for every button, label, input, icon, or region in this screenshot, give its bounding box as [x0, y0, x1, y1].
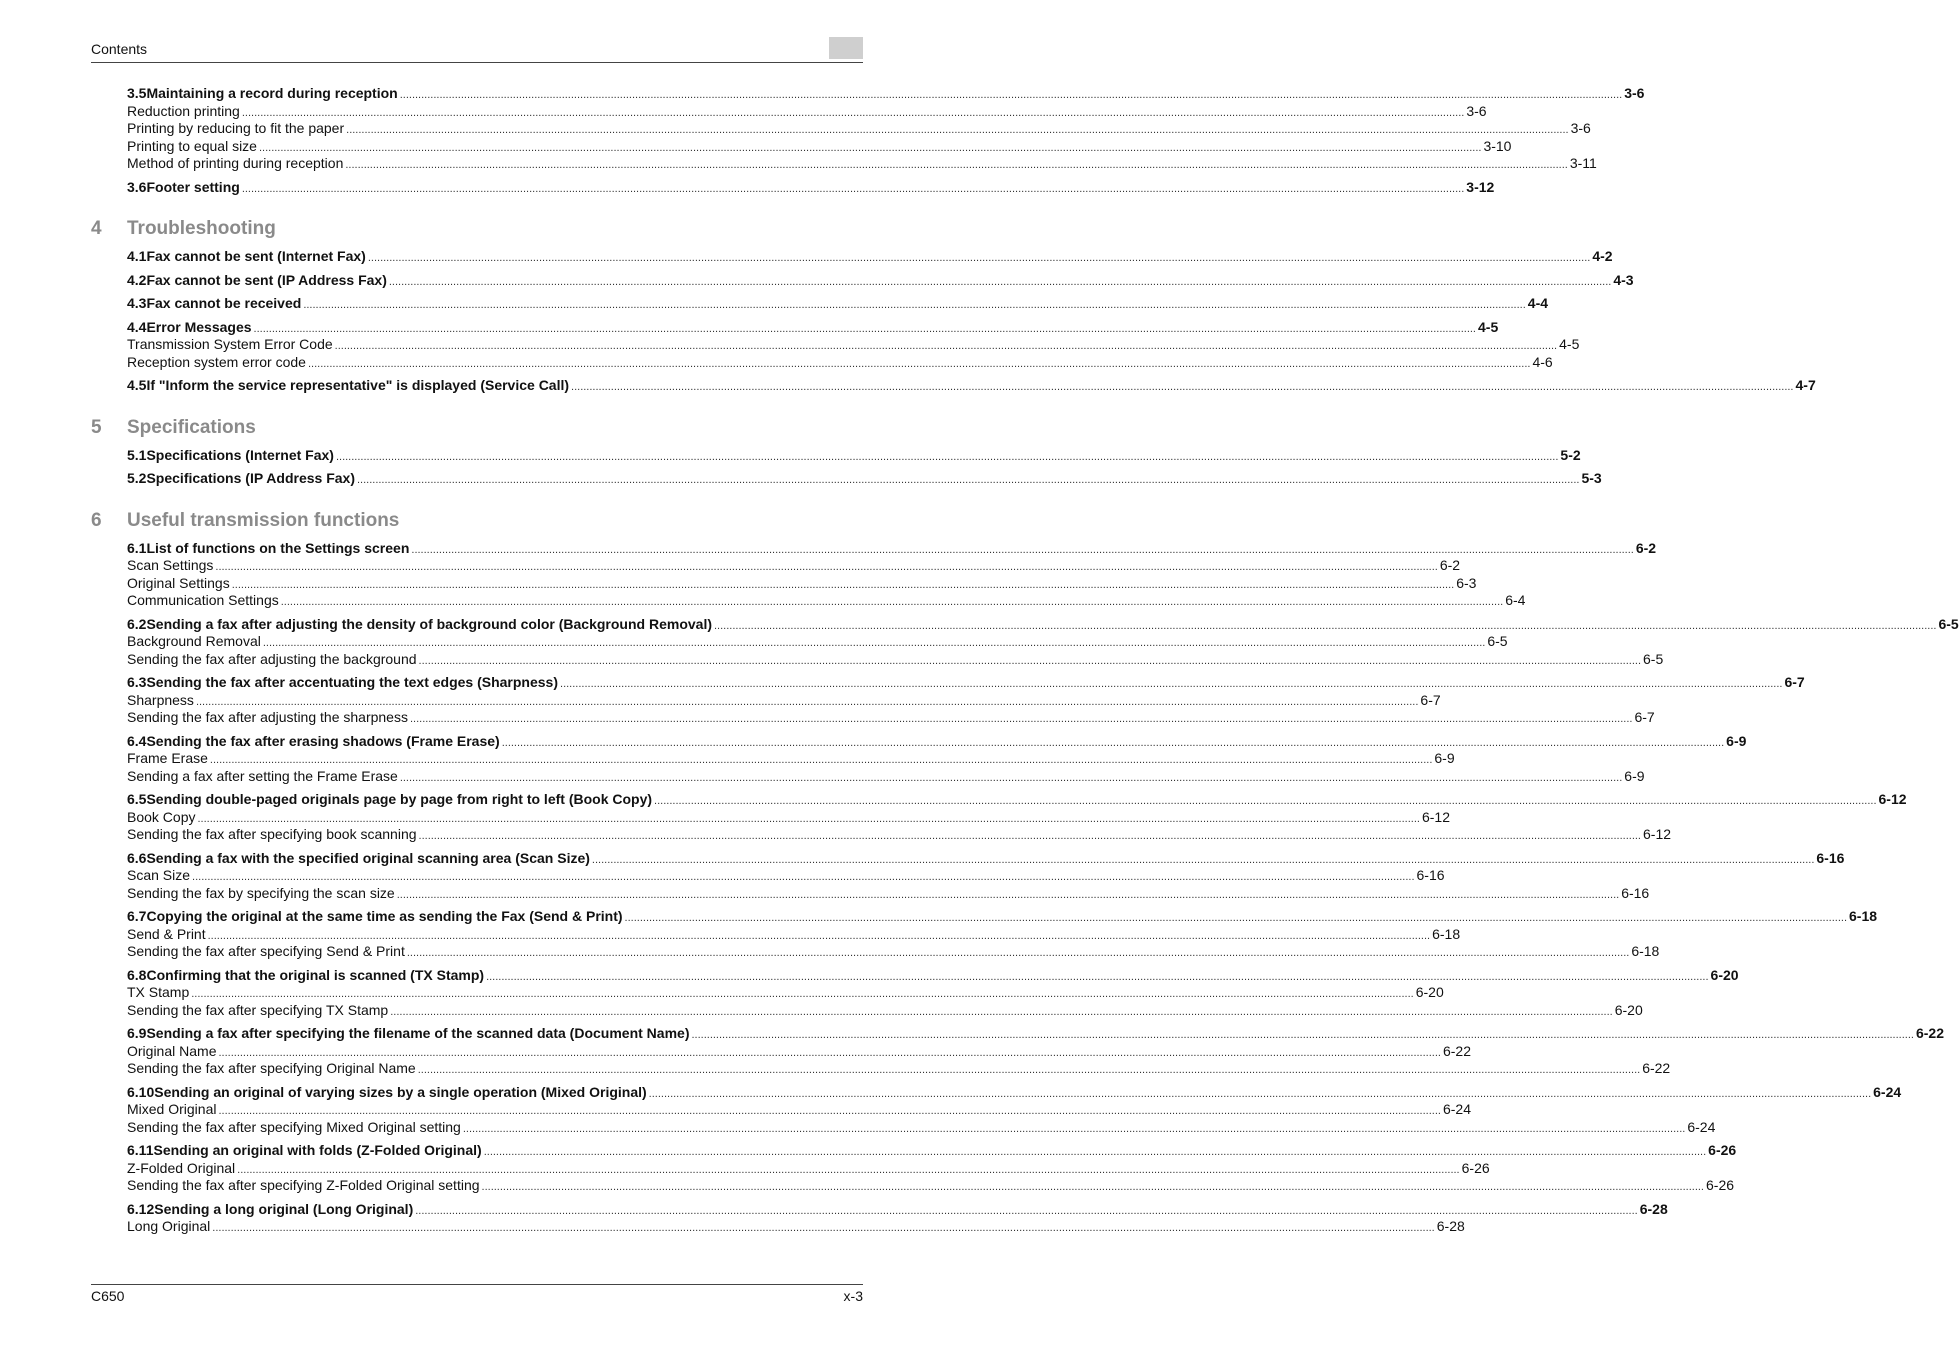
toc-dot-leader: ................................................................................................................................................................................................................................................................................................................................................................................................................ [417, 1064, 1641, 1076]
toc-subsection-entry[interactable] [91, 1060, 1671, 1078]
toc-dot-leader: ................................................................................................................................................................................................................................................................................................................................................................................................................ [418, 830, 1641, 842]
toc-entry-number: 6.8 [127, 966, 147, 983]
toc-entry-page: 6-2 [1439, 557, 1461, 573]
toc-section-group [91, 732, 1747, 786]
header-tab-marker [829, 37, 863, 59]
toc-entry-title: Long Original [127, 1218, 211, 1234]
toc-entry-page: 6-16 [1416, 867, 1445, 883]
toc-entry-page: 6-9 [1726, 732, 1747, 749]
toc-entry-page: 3-6 [1570, 120, 1591, 136]
toc-entry-page: 4-6 [1532, 353, 1553, 370]
toc-section-entry[interactable] [91, 1200, 1668, 1219]
toc-section-entry[interactable] [91, 271, 1634, 290]
toc-section-entry[interactable] [91, 470, 1602, 488]
toc-dot-leader: ................................................................................................................................................................................................................................................................................................................................................................................................................ [654, 795, 1877, 807]
toc-subsection-entry[interactable] [91, 633, 1508, 651]
toc-section-entry[interactable] [91, 295, 1549, 313]
toc-entry-title: List of functions on the Settings screen [146, 539, 410, 556]
toc-entry-number: 6.1 [127, 539, 147, 556]
toc-entry-page: 6-20 [1415, 984, 1444, 1000]
toc-entry-title: Original Settings [127, 574, 230, 591]
toc-entry-title: Footer setting [146, 178, 240, 195]
toc-entry-page: 6-22 [1915, 1025, 1944, 1041]
toc-entry-title: Reduction printing [127, 102, 240, 119]
toc-entry-page: 4-5 [1559, 336, 1580, 352]
toc-section-group [91, 446, 1581, 465]
toc-section-group [91, 791, 1907, 844]
toc-entry-title: Sending the fax after specifying TX Stamp [127, 1001, 389, 1018]
toc-dot-leader: ................................................................................................................................................................................................................................................................................................................................................................................................................ [571, 381, 1794, 393]
toc-entry-number: 4.2 [127, 271, 147, 288]
toc-section-group [91, 966, 1739, 1020]
toc-entry-number: 6.12 [127, 1200, 155, 1217]
toc-entry-title: Sending double-paged originals page by page from right to left (Book Copy) [146, 791, 653, 807]
toc-subsection-entry[interactable] [91, 826, 1672, 844]
toc-entry-title: Sending the fax after adjusting the background [127, 650, 417, 667]
toc-entry-title: Send & Print [127, 925, 206, 942]
toc-dot-leader: ................................................................................................................................................................................................................................................................................................................................................................................................................ [241, 106, 1465, 119]
toc-section-group [91, 615, 1959, 669]
toc-section-group [91, 470, 1602, 488]
toc-entry-title: Sending the fax after erasing shadows (Frame Erase) [146, 732, 500, 749]
toc-entry-page: 4-2 [1592, 248, 1613, 264]
toc-entry-title: Sending a fax after adjusting the density of background color (Background Removal) [146, 615, 712, 632]
table-of-contents [91, 85, 1959, 1242]
toc-section-entry[interactable] [91, 318, 1499, 337]
toc-subsection-entry[interactable] [91, 943, 1660, 961]
toc-subsection-entry[interactable] [91, 102, 1487, 121]
toc-entry-title: Copying the original at the same time as sending the Fax (Send & Print) [146, 908, 623, 924]
toc-entry-title: Specifications (Internet Fax) [146, 446, 334, 463]
toc-dot-leader: ................................................................................................................................................................................................................................................................................................................................................................................................................ [346, 124, 1569, 136]
toc-entry-page: 6-28 [1436, 1218, 1465, 1234]
toc-entry-number: 4.5 [127, 377, 147, 393]
toc-entry-page: 6-2 [1635, 539, 1657, 556]
toc-dot-leader: ................................................................................................................................................................................................................................................................................................................................................................................................................ [591, 853, 1815, 866]
toc-entry-title: Sending the fax after adjusting the sharpness [127, 709, 408, 725]
toc-dot-leader: ................................................................................................................................................................................................................................................................................................................................................................................................................ [481, 1181, 1704, 1193]
toc-section-entry[interactable] [91, 1083, 1902, 1102]
toc-entry-title: Error Messages [146, 318, 252, 335]
toc-entry-title: TX Stamp [127, 984, 190, 1000]
toc-entry-page: 6-7 [1634, 709, 1655, 725]
toc-subsection-entry[interactable] [91, 650, 1664, 669]
footer-page-number: x-3 [843, 1288, 863, 1304]
toc-dot-leader: ................................................................................................................................................................................................................................................................................................................................................................................................................ [406, 947, 1630, 959]
toc-section-group [91, 377, 1816, 395]
toc-entry-title: Specifications (IP Address Fax) [146, 470, 355, 486]
chapter-title: Specifications [127, 416, 256, 438]
toc-subsection-entry[interactable] [91, 574, 1477, 593]
toc-subsection-entry[interactable] [91, 353, 1553, 372]
toc-dot-leader: ................................................................................................................................................................................................................................................................................................................................................................................................................ [218, 1105, 1441, 1117]
toc-entry-number: 4.4 [127, 318, 147, 335]
toc-entry-page: 6-7 [1784, 674, 1805, 690]
toc-entry-page: 5-2 [1560, 446, 1581, 463]
toc-section-entry[interactable] [91, 674, 1805, 692]
toc-entry-number: 4.1 [127, 248, 147, 264]
header-title: Contents [91, 41, 148, 57]
chapter-number: 5 [91, 416, 102, 438]
toc-entry-title: If "Inform the service representative" is displayed (Service Call) [146, 377, 570, 393]
toc-section-entry[interactable] [91, 446, 1581, 465]
toc-subsection-entry[interactable] [91, 1118, 1716, 1137]
toc-dot-leader: ................................................................................................................................................................................................................................................................................................................................................................................................................ [409, 713, 1633, 725]
toc-entry-title: Original Name [127, 1042, 217, 1059]
toc-dot-leader: ................................................................................................................................................................................................................................................................................................................................................................................................................ [335, 450, 1559, 463]
toc-entry-page: 6-18 [1432, 925, 1461, 942]
toc-section-entry[interactable] [91, 85, 1645, 103]
toc-entry-title: Sending an original with folds (Z-Folded Original) [153, 1142, 482, 1158]
chapter-title: Useful transmission functions [127, 509, 400, 531]
toc-entry-page: 6-5 [1487, 633, 1508, 649]
toc-entry-title: Book Copy [127, 808, 196, 825]
toc-entry-title: Transmission System Error Code [127, 336, 333, 352]
toc-entry-number: 3.5 [127, 85, 147, 101]
chapter-heading [91, 510, 863, 534]
toc-dot-leader: ................................................................................................................................................................................................................................................................................................................................................................................................................ [218, 1046, 1441, 1059]
toc-section-entry[interactable] [91, 539, 1657, 558]
toc-section-entry[interactable] [91, 248, 1613, 266]
toc-subsection-entry[interactable] [91, 557, 1461, 575]
toc-subsection-entry[interactable] [91, 867, 1445, 885]
toc-dot-leader: ................................................................................................................................................................................................................................................................................................................................................................................................................ [191, 988, 1414, 1000]
page-header [91, 40, 863, 63]
toc-dot-leader: ................................................................................................................................................................................................................................................................................................................................................................................................................ [209, 754, 1433, 766]
toc-entry-page: 6-5 [1938, 615, 1959, 632]
toc-entry-page: 6-24 [1873, 1083, 1902, 1100]
toc-entry-number: 6.2 [127, 615, 147, 632]
toc-entry-page: 3-6 [1466, 102, 1487, 119]
toc-entry-page: 6-4 [1505, 592, 1526, 608]
toc-entry-number: 6.10 [127, 1083, 155, 1100]
toc-subsection-entry[interactable] [91, 1218, 1465, 1236]
toc-dot-leader: ................................................................................................................................................................................................................................................................................................................................................................................................................ [231, 578, 1455, 591]
toc-dot-leader: ................................................................................................................................................................................................................................................................................................................................................................................................................ [334, 340, 1558, 352]
toc-section-group [91, 318, 1580, 372]
chapter-number: 4 [91, 218, 102, 239]
toc-entry-title: Reception system error code [127, 353, 306, 370]
toc-entry-page: 3-10 [1483, 137, 1512, 154]
toc-entry-title: Sending a long original (Long Original) [154, 1200, 414, 1217]
toc-entry-title: Fax cannot be received [146, 295, 302, 311]
toc-dot-leader: ................................................................................................................................................................................................................................................................................................................................................................................................................ [212, 1222, 1435, 1234]
toc-dot-leader: ................................................................................................................................................................................................................................................................................................................................................................................................................ [367, 252, 1591, 264]
toc-entry-number: 6.9 [127, 1025, 147, 1041]
toc-dot-leader: ................................................................................................................................................................................................................................................................................................................................................................................................................ [411, 543, 1634, 556]
toc-subsection-entry[interactable] [91, 884, 1650, 903]
toc-dot-leader: ................................................................................................................................................................................................................................................................................................................................................................................................................ [486, 970, 1709, 983]
toc-dot-leader: ................................................................................................................................................................................................................................................................................................................................................................................................................ [237, 1163, 1460, 1176]
toc-dot-leader: ................................................................................................................................................................................................................................................................................................................................................................................................................ [462, 1122, 1686, 1135]
toc-section-entry[interactable] [91, 849, 1845, 868]
toc-dot-leader: ................................................................................................................................................................................................................................................................................................................................................................................................................ [648, 1087, 1872, 1100]
toc-entry-page: 6-20 [1710, 966, 1739, 983]
toc-entry-page: 6-20 [1614, 1001, 1643, 1018]
toc-entry-title: Background Removal [127, 633, 261, 649]
toc-entry-title: Fax cannot be sent (Internet Fax) [146, 248, 366, 264]
toc-entry-number: 6.5 [127, 791, 147, 807]
toc-section-group [91, 1083, 1902, 1137]
toc-entry-title: Sending the fax after specifying Send & Print [127, 943, 405, 959]
toc-entry-page: 6-18 [1849, 908, 1878, 924]
toc-entry-page: 3-12 [1466, 178, 1495, 195]
page-footer [91, 1284, 863, 1305]
toc-section-entry[interactable] [91, 615, 1959, 634]
toc-entry-title: Sending the fax by specifying the scan size [127, 884, 395, 901]
toc-entry-page: 6-5 [1643, 650, 1664, 667]
toc-subsection-entry[interactable] [91, 155, 1597, 173]
toc-section-group [91, 1142, 1737, 1195]
toc-subsection-entry[interactable] [91, 137, 1512, 156]
toc-section-group [91, 849, 1845, 903]
toc-section-group [91, 674, 1805, 727]
toc-dot-leader: ................................................................................................................................................................................................................................................................................................................................................................................................................ [253, 322, 1476, 335]
toc-entry-page: 4-3 [1613, 271, 1634, 288]
toc-entry-title: Maintaining a record during reception [146, 85, 398, 101]
toc-entry-number: 3.6 [127, 178, 147, 195]
toc-entry-title: Printing by reducing to fit the paper [127, 120, 345, 136]
toc-dot-leader: ................................................................................................................................................................................................................................................................................................................................................................................................................ [714, 619, 1937, 632]
toc-entry-page: 6-26 [1708, 1142, 1737, 1158]
toc-entry-title: Communication Settings [127, 592, 279, 608]
toc-subsection-entry[interactable] [91, 808, 1450, 827]
toc-entry-page: 6-12 [1878, 791, 1907, 807]
toc-section-entry[interactable] [91, 377, 1816, 395]
toc-subsection-entry[interactable] [91, 750, 1455, 768]
toc-entry-page: 6-7 [1420, 691, 1441, 708]
toc-entry-page: 4-4 [1527, 295, 1549, 311]
toc-entry-number: 5.1 [127, 446, 147, 463]
toc-entry-number: 4.3 [127, 295, 147, 311]
toc-entry-page: 6-16 [1816, 849, 1845, 866]
toc-section-entry[interactable] [91, 1142, 1737, 1160]
toc-entry-page: 6-12 [1643, 826, 1672, 842]
toc-entry-title: Sending an original of varying sizes by a single operation (Mixed Original) [154, 1083, 647, 1100]
toc-dot-leader: ................................................................................................................................................................................................................................................................................................................................................................................................................ [345, 159, 1568, 171]
toc-section-group [91, 1025, 1944, 1078]
toc-entry-title: Sending the fax after specifying Original Name [127, 1060, 416, 1076]
toc-subsection-entry[interactable] [91, 120, 1591, 138]
toc-entry-title: Sending the fax after specifying Mixed Original setting [127, 1118, 461, 1135]
toc-entry-title: Sending a fax with the specified original scanning area (Scan Size) [146, 849, 590, 866]
toc-entry-number: 5.2 [127, 470, 147, 486]
toc-entry-page: 6-12 [1421, 808, 1450, 825]
toc-entry-title: Sending the fax after accentuating the text edges (Sharpness) [146, 674, 559, 690]
toc-dot-leader: ................................................................................................................................................................................................................................................................................................................................................................................................................ [691, 1029, 1914, 1041]
toc-entry-title: Sending the fax after specifying Z-Folded Original setting [127, 1177, 480, 1193]
toc-dot-leader: ................................................................................................................................................................................................................................................................................................................................................................................................................ [241, 182, 1465, 195]
toc-section-group [91, 539, 1657, 610]
toc-dot-leader: ................................................................................................................................................................................................................................................................................................................................................................................................................ [396, 888, 1620, 901]
toc-section-group [91, 248, 1613, 266]
chapter-heading [91, 218, 863, 242]
toc-subsection-entry[interactable] [91, 336, 1580, 354]
toc-entry-title: Frame Erase [127, 750, 208, 766]
toc-dot-leader: ................................................................................................................................................................................................................................................................................................................................................................................................................ [415, 1204, 1638, 1217]
toc-subsection-entry[interactable] [91, 1042, 1471, 1061]
toc-subsection-entry[interactable] [91, 592, 1526, 610]
chapter-heading [91, 417, 863, 441]
toc-entry-title: Sending a fax after specifying the filename of the scanned data (Document Name) [146, 1025, 690, 1041]
toc-dot-leader: ................................................................................................................................................................................................................................................................................................................................................................................................................ [418, 654, 1642, 667]
toc-dot-leader: ................................................................................................................................................................................................................................................................................................................................................................................................................ [207, 929, 1431, 942]
toc-entry-page: 4-5 [1478, 318, 1499, 335]
toc-dot-leader: ................................................................................................................................................................................................................................................................................................................................................................................................................ [624, 912, 1848, 924]
toc-entry-title: Confirming that the original is scanned (TX Stamp) [146, 966, 485, 983]
toc-entry-number: 6.11 [127, 1142, 154, 1158]
toc-entry-page: 6-26 [1461, 1159, 1490, 1176]
toc-dot-leader: ................................................................................................................................................................................................................................................................................................................................................................................................................ [390, 1005, 1613, 1018]
toc-entry-page: 6-28 [1639, 1200, 1668, 1217]
toc-dot-leader: ................................................................................................................................................................................................................................................................................................................................................................................................................ [388, 275, 1612, 288]
toc-entry-page: 6-18 [1631, 943, 1660, 959]
toc-dot-leader: ................................................................................................................................................................................................................................................................................................................................................................................................................ [280, 596, 1504, 608]
toc-subsection-entry[interactable] [91, 1177, 1735, 1195]
toc-dot-leader: ................................................................................................................................................................................................................................................................................................................................................................................................................ [258, 141, 1482, 154]
toc-dot-leader: ................................................................................................................................................................................................................................................................................................................................................................................................................ [192, 871, 1415, 883]
toc-entry-title: Scan Settings [127, 557, 214, 573]
toc-subsection-entry[interactable] [91, 1001, 1643, 1020]
toc-section-group [91, 178, 1495, 197]
toc-entry-title: Mixed Original [127, 1101, 217, 1117]
toc-dot-leader: ................................................................................................................................................................................................................................................................................................................................................................................................................ [215, 561, 1438, 573]
toc-subsection-entry[interactable] [91, 691, 1441, 710]
toc-section-group [91, 1200, 1668, 1236]
toc-entry-number: 6.6 [127, 849, 147, 866]
toc-entry-page: 6-16 [1621, 884, 1650, 901]
toc-entry-number: 6.4 [127, 732, 147, 749]
toc-entry-page: 6-26 [1706, 1177, 1735, 1193]
toc-dot-leader: ................................................................................................................................................................................................................................................................................................................................................................................................................ [483, 1146, 1707, 1158]
toc-entry-number: 6.3 [127, 674, 147, 690]
footer-model: C650 [91, 1288, 125, 1304]
toc-section-group [91, 271, 1634, 290]
toc-section-entry[interactable] [91, 908, 1878, 926]
toc-subsection-entry[interactable] [91, 984, 1444, 1002]
toc-subsection-entry[interactable] [91, 1101, 1471, 1119]
toc-entry-page: 6-22 [1442, 1042, 1471, 1059]
toc-section-group [91, 908, 1878, 961]
chapter-title: Troubleshooting [127, 218, 276, 239]
toc-entry-page: 6-3 [1456, 574, 1477, 591]
toc-dot-leader: ................................................................................................................................................................................................................................................................................................................................................................................................................ [307, 357, 1531, 370]
toc-entry-page: 5-3 [1581, 470, 1602, 486]
toc-dot-leader: ................................................................................................................................................................................................................................................................................................................................................................................................................ [399, 771, 1623, 784]
toc-entry-page: 6-22 [1642, 1060, 1671, 1076]
toc-entry-page: 6-9 [1624, 767, 1645, 784]
toc-subsection-entry[interactable] [91, 709, 1655, 727]
toc-entry-page: 3-11 [1569, 155, 1597, 171]
toc-dot-leader: ................................................................................................................................................................................................................................................................................................................................................................................................................ [399, 89, 1623, 101]
toc-entry-page: 6-24 [1442, 1101, 1471, 1117]
toc-entry-title: Scan Size [127, 867, 191, 883]
toc-section-entry[interactable] [91, 178, 1495, 197]
toc-entry-title: Fax cannot be sent (IP Address Fax) [146, 271, 387, 288]
toc-entry-page: 3-6 [1624, 85, 1645, 101]
toc-dot-leader: ................................................................................................................................................................................................................................................................................................................................................................................................................ [262, 637, 1486, 649]
toc-entry-page: 4-7 [1795, 377, 1816, 393]
toc-section-entry[interactable] [91, 791, 1907, 809]
toc-dot-leader: ................................................................................................................................................................................................................................................................................................................................................................................................................ [501, 736, 1725, 749]
toc-subsection-entry[interactable] [91, 925, 1461, 944]
toc-entry-number: 6.7 [127, 908, 147, 924]
toc-section-group [91, 85, 1645, 173]
toc-entry-title: Z-Folded Original [127, 1159, 236, 1176]
toc-subsection-entry[interactable] [91, 1159, 1490, 1178]
toc-entry-title: Printing to equal size [127, 137, 257, 154]
toc-section-entry[interactable] [91, 966, 1739, 985]
toc-entry-title: Sending the fax after specifying book scanning [127, 826, 417, 842]
toc-entry-page: 6-9 [1434, 750, 1455, 766]
toc-entry-title: Sharpness [127, 691, 194, 708]
toc-dot-leader: ................................................................................................................................................................................................................................................................................................................................................................................................................ [195, 695, 1419, 708]
toc-dot-leader: ................................................................................................................................................................................................................................................................................................................................................................................................................ [560, 678, 1783, 690]
toc-section-entry[interactable] [91, 732, 1747, 751]
toc-dot-leader: ................................................................................................................................................................................................................................................................................................................................................................................................................ [356, 474, 1580, 486]
toc-entry-page: 6-24 [1687, 1118, 1716, 1135]
toc-section-group [91, 295, 1549, 313]
toc-entry-title: Method of printing during reception [127, 155, 344, 171]
toc-entry-title: Sending a fax after setting the Frame Erase [127, 767, 398, 784]
toc-subsection-entry[interactable] [91, 767, 1645, 786]
toc-dot-leader: ................................................................................................................................................................................................................................................................................................................................................................................................................ [303, 299, 1526, 311]
toc-dot-leader: ................................................................................................................................................................................................................................................................................................................................................................................................................ [197, 812, 1420, 825]
chapter-number: 6 [91, 509, 102, 531]
toc-section-entry[interactable] [91, 1025, 1944, 1043]
